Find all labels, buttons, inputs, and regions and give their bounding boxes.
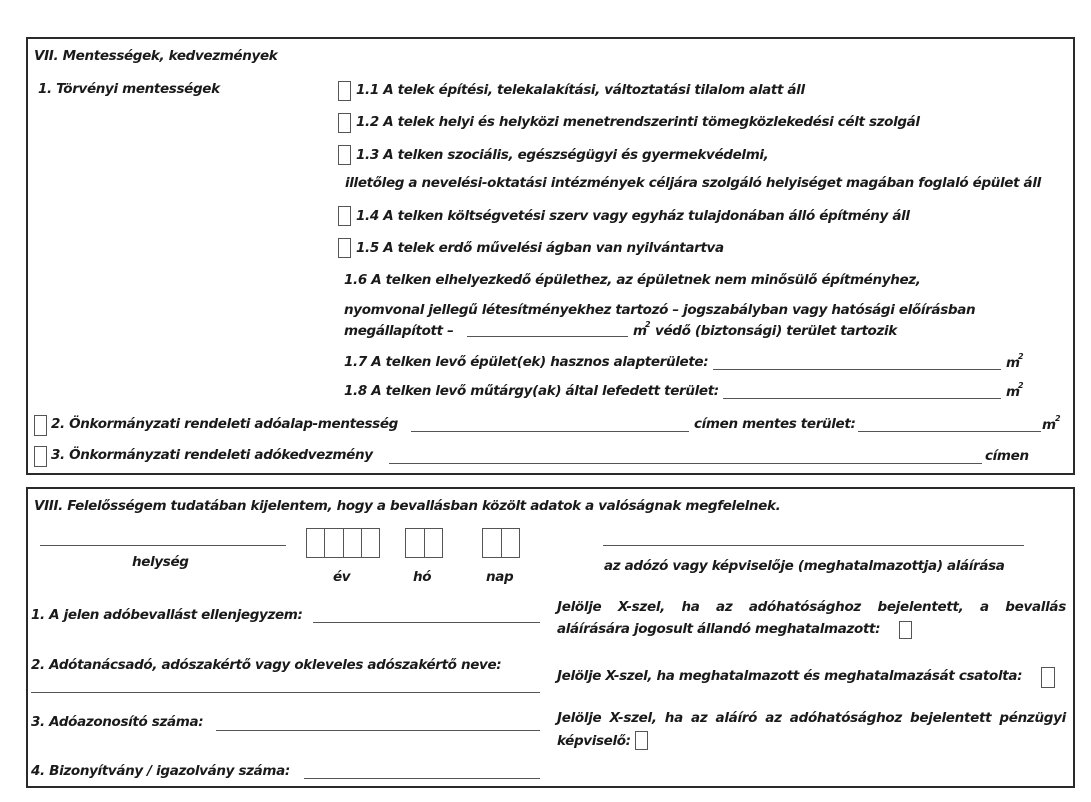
item-1-3-label-line2: illetőleg a nevelési-oktatási intézmények céljára szolgáló helyiséget magában foglaló épület áll	[345, 175, 1041, 191]
year-digit-box[interactable]	[362, 529, 379, 557]
financial-representative-text-line1	[557, 712, 1066, 726]
financial-representative-text-line2: képviselő:	[557, 733, 631, 749]
year-digit-box[interactable]	[344, 529, 362, 557]
advisor-name-field[interactable]	[31, 692, 540, 693]
statutory-exemptions-label: 1. Törvényi mentességek	[38, 81, 220, 97]
checkbox-1-4[interactable]	[338, 206, 351, 226]
item-1-6-unit-sup: 2	[645, 320, 651, 329]
item-2-mid-label: címen mentes terület:	[694, 416, 856, 432]
item-1-6-label-line2: nyomvonal jellegű létesítményekhez tartozó – jogszabályban vagy hatósági előírásban	[344, 302, 976, 318]
financial-representative-checkbox[interactable]	[635, 731, 648, 750]
countersign-label: 1. A jelen adóbevallást ellenjegyzem:	[31, 607, 303, 623]
checkbox-2[interactable]	[34, 415, 47, 436]
day-digit-box[interactable]	[502, 529, 520, 557]
justify-word: X-szel,	[609, 710, 657, 726]
item-1-8-unit: m	[1006, 384, 1020, 400]
certificate-number-label: 4. Bizonyítvány / igazolvány száma:	[31, 763, 290, 779]
item-1-7-unit: m	[1006, 355, 1020, 371]
permanent-representative-text-line2: aláírására jogosult állandó meghatalmazott:	[557, 621, 881, 637]
day-digit-box[interactable]	[483, 529, 502, 557]
justify-word: ha	[681, 599, 700, 615]
item-1-3-label-line1: 1.3 A telken szociális, egészségügyi és gyermekvédelmi,	[356, 147, 769, 163]
justify-word: az	[765, 710, 782, 726]
justify-word: a	[979, 599, 989, 615]
declaration-text: VIII. Felelősségem tudatában kijelentem, hogy a bevallásban közölt adatok a valóságnak megfelelnek.	[34, 498, 781, 514]
item-2-label: 2. Önkormányzati rendeleti adóalap-mentesség	[51, 416, 398, 432]
month-digit-box[interactable]	[425, 529, 443, 557]
year-boxes[interactable]	[306, 528, 380, 558]
item-1-6-unit: m	[633, 323, 647, 339]
justify-word: Jelölje	[557, 710, 602, 726]
section-7-title: VII. Mentességek, kedvezmények	[34, 48, 278, 64]
justify-word: bevallás	[1005, 599, 1066, 615]
item-2-unit-sup: 2	[1055, 414, 1061, 423]
month-label: hó	[413, 569, 432, 585]
item-1-7-unit-sup: 2	[1018, 352, 1024, 361]
item-1-8-field[interactable]	[723, 398, 1001, 399]
item-1-7-label: 1.7 A telken levő épület(ek) hasznos alapterülete:	[344, 354, 709, 370]
place-field[interactable]	[40, 545, 286, 546]
item-3-end-label: címen	[985, 448, 1029, 464]
authorization-attached-checkbox[interactable]	[1041, 667, 1055, 688]
item-1-6-label-line1: 1.6 A telken elhelyezkedő épülethez, az épületnek nem minősülő építményhez,	[344, 272, 921, 288]
year-digit-box[interactable]	[307, 529, 325, 557]
item-2-unit: m	[1042, 417, 1056, 433]
justify-word: Jelölje	[557, 599, 602, 615]
item-1-5-label: 1.5 A telek erdő művelési ágban van nyilvántartva	[356, 240, 724, 256]
justify-word: bejelentett,	[877, 599, 964, 615]
item-2-area-field[interactable]	[858, 431, 1041, 432]
countersign-field[interactable]	[313, 622, 540, 623]
item-2-title-field[interactable]	[411, 431, 689, 432]
year-digit-box[interactable]	[325, 529, 343, 557]
year-label: év	[333, 569, 351, 585]
justify-word: adóhatósághoz	[789, 710, 902, 726]
checkbox-1-5[interactable]	[338, 238, 351, 258]
item-1-1-label: 1.1 A telek építési, telekalakítási, változtatási tilalom alatt áll	[356, 82, 805, 98]
signature-field[interactable]	[603, 545, 1024, 546]
section-exemptions	[26, 37, 1075, 475]
justify-word: az	[691, 710, 708, 726]
item-1-6-area-field[interactable]	[467, 336, 628, 337]
checkbox-1-3[interactable]	[338, 145, 351, 165]
advisor-name-label: 2. Adótanácsadó, adószakértő vagy okleveles adószakértő neve:	[31, 657, 502, 673]
justify-word: adóhatósághoz	[748, 599, 861, 615]
item-1-8-unit-sup: 2	[1018, 381, 1024, 390]
item-1-6-label-line3a: megállapított –	[344, 323, 454, 339]
tax-id-field[interactable]	[216, 730, 540, 731]
day-boxes[interactable]	[482, 528, 520, 558]
justify-word: pénzügyi	[999, 710, 1066, 726]
section-declaration	[26, 487, 1075, 788]
justify-word: az	[716, 599, 733, 615]
signature-label: az adózó vagy képviselője (meghatalmazottja) aláírása	[604, 558, 1005, 574]
item-1-8-label: 1.8 A telken levő műtárgy(ak) által lefedett terület:	[344, 383, 719, 399]
checkbox-1-1[interactable]	[338, 81, 351, 101]
place-label: helység	[132, 554, 189, 570]
authorization-attached-text: Jelölje X-szel, ha meghatalmazott és meghatalmazását csatolta:	[557, 668, 1023, 684]
justify-word: X-szel,	[617, 599, 665, 615]
item-3-title-field[interactable]	[389, 463, 982, 464]
tax-id-label: 3. Adóazonosító száma:	[31, 714, 204, 730]
permanent-representative-text-line1	[557, 601, 1066, 615]
item-3-label: 3. Önkormányzati rendeleti adókedvezmény	[51, 447, 373, 463]
checkbox-3[interactable]	[34, 446, 47, 467]
item-1-2-label: 1.2 A telek helyi és helyközi menetrendszerinti tömegközlekedési célt szolgál	[356, 114, 920, 130]
justify-word: bejelentett	[910, 710, 992, 726]
day-label: nap	[486, 569, 514, 585]
certificate-number-field[interactable]	[304, 778, 540, 779]
item-1-4-label: 1.4 A telken költségvetési szerv vagy egyház tulajdonában álló építmény áll	[356, 208, 910, 224]
item-1-6-label-line3b: védő (biztonsági) terület tartozik	[655, 323, 897, 339]
month-boxes[interactable]	[405, 528, 443, 558]
month-digit-box[interactable]	[406, 529, 425, 557]
item-1-7-field[interactable]	[713, 369, 1001, 370]
justify-word: ha	[664, 710, 683, 726]
permanent-representative-checkbox[interactable]	[899, 621, 912, 639]
justify-word: aláíró	[715, 710, 758, 726]
checkbox-1-2[interactable]	[338, 113, 351, 133]
